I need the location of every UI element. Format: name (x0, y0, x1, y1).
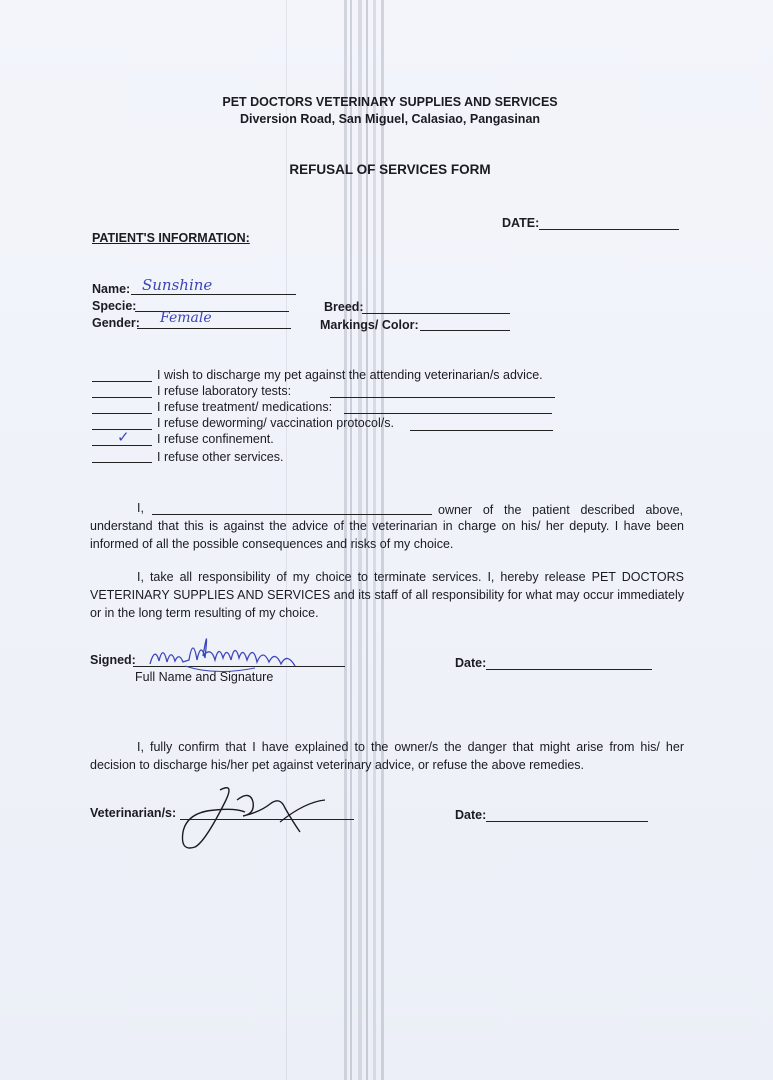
check-mark: ✓ (117, 428, 130, 446)
date-label: DATE: (502, 216, 540, 230)
section-title: PATIENT'S INFORMATION: (92, 231, 250, 245)
name-handwriting: Sunshine (142, 276, 213, 294)
markings-label: Markings/ Color: (320, 318, 419, 332)
name-label: Name: (92, 282, 131, 296)
refusal-detail-line (410, 430, 553, 431)
org-name: PET DOCTORS VETERINARY SUPPLIES AND SERVICES (222, 95, 558, 109)
refusal-item: I refuse treatment/ medications: (157, 400, 333, 414)
form-title: REFUSAL OF SERVICES FORM (289, 162, 491, 177)
refusal-item: I refuse laboratory tests: (157, 384, 292, 398)
refusal-blank[interactable] (92, 462, 152, 463)
statement-owner-of: owner of the patient described above, (438, 503, 683, 517)
statement-paragraph-1: understand that this is against the advice of the veterinarian in charge on his/ her deputy. I have been informed of all the possible consequences and risks of my choice. (90, 519, 684, 551)
refusal-blank[interactable] (92, 397, 152, 398)
gender-handwriting: Female (160, 310, 212, 326)
vet-date-line (486, 821, 648, 822)
breed-label: Breed: (324, 300, 364, 314)
vet-confirm-paragraph: I, fully confirm that I have explained to the owner/s the danger that might arise from his/ her decision to discharge his/her pet against veterinary advice, or refuse the above remedies. (90, 740, 684, 772)
markings-line (420, 330, 510, 331)
signature-caption: Full Name and Signature (135, 670, 274, 684)
refusal-detail-line (330, 397, 555, 398)
specie-label: Specie: (92, 299, 137, 313)
refusal-item: I refuse confinement. (157, 432, 274, 446)
signed-label: Signed: (90, 653, 136, 667)
org-address: Diversion Road, San Miguel, Calasiao, Pangasinan (239, 112, 541, 126)
refusal-blank[interactable] (92, 413, 152, 414)
gender-line (137, 328, 291, 329)
refusal-detail-line (344, 413, 552, 414)
specie-line (135, 311, 289, 312)
refusal-item: I wish to discharge my pet against the attending veterinarian/s advice. (157, 368, 543, 382)
breed-line (362, 313, 510, 314)
refusal-item: I refuse deworming/ vaccination protocol/s. (157, 416, 394, 430)
owner-name-line (152, 514, 432, 515)
refusal-blank[interactable] (92, 381, 152, 382)
statement-paragraph-2: I, take all responsibility of my choice to terminate services. I, hereby release PET DOCTORS VETERINARY SUPPLIES AND SERVICES and its staff of all responsibility for what may occur immediately or in the long term resulting of my choice. (90, 570, 684, 620)
statement-i: I, (137, 501, 144, 515)
owner-date-label: Date: (455, 656, 487, 670)
vet-label: Veterinarian/s: (90, 806, 177, 820)
owner-date-line (486, 669, 652, 670)
vet-date-label: Date: (455, 808, 487, 822)
vet-signature (175, 782, 335, 857)
refusal-item: I refuse other services. (157, 450, 284, 464)
gender-label: Gender: (92, 316, 140, 330)
name-line (131, 294, 296, 295)
date-line (539, 229, 679, 230)
